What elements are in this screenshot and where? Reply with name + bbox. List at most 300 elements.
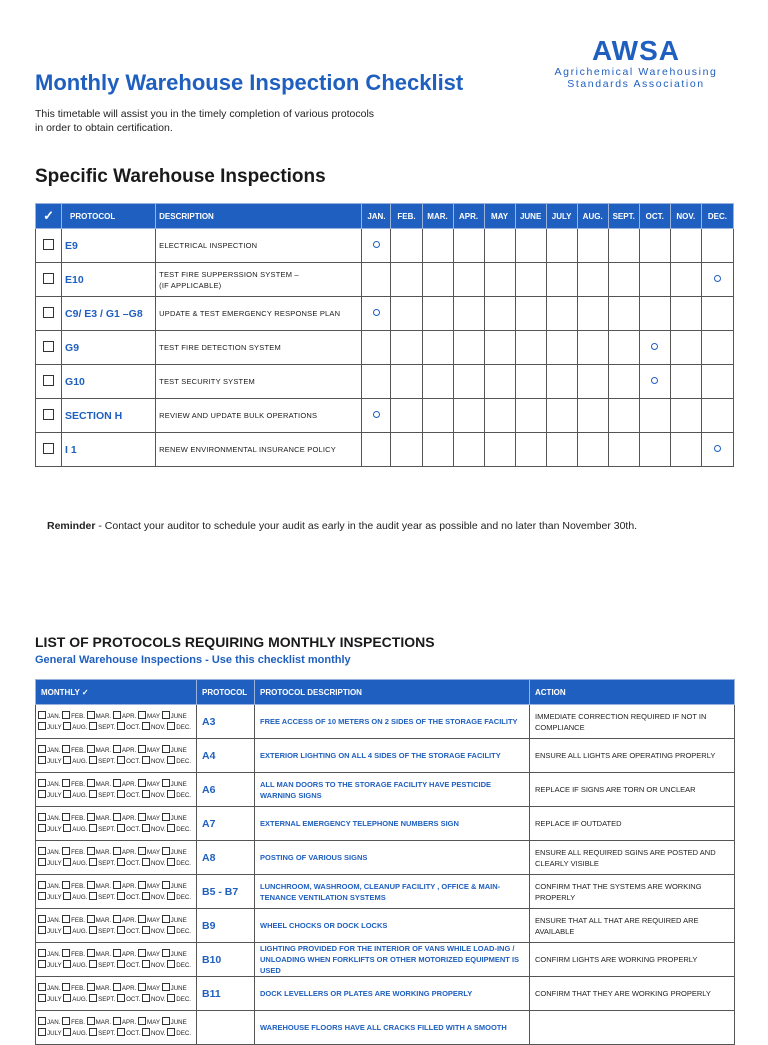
month-checkbox[interactable]: [87, 881, 95, 889]
month-label: AUG.: [72, 859, 88, 867]
month-label: JULY: [47, 723, 62, 731]
month-line-2: [38, 858, 194, 869]
month-cell[interactable]: [639, 229, 670, 263]
month-cell[interactable]: [701, 399, 733, 433]
month-checkbox[interactable]: [117, 858, 125, 866]
month-label: NOV.: [150, 893, 166, 901]
description-line-1: REVIEW AND UPDATE BULK OPERATIONS: [159, 411, 318, 420]
month-label: SEPT.: [98, 893, 116, 901]
month-checkbox[interactable]: [63, 722, 71, 730]
protocol-code: B9: [197, 909, 255, 943]
month-checkbox[interactable]: [89, 960, 97, 968]
protocol-code: I 1: [62, 433, 156, 467]
month-checkbox[interactable]: [117, 1028, 125, 1036]
month-checkbox[interactable]: [142, 858, 150, 866]
month-checkbox[interactable]: [38, 994, 46, 1002]
month-checkbox[interactable]: [113, 983, 121, 991]
monthly-protocol-row: [36, 773, 735, 807]
month-checkbox[interactable]: [89, 722, 97, 730]
month-checkbox[interactable]: [113, 779, 121, 787]
month-checkbox[interactable]: [62, 949, 70, 957]
month-label: MAR.: [95, 746, 112, 754]
month-cell[interactable]: [515, 331, 546, 365]
month-cell[interactable]: [484, 331, 515, 365]
month-cell[interactable]: [701, 331, 733, 365]
month-cell[interactable]: [546, 331, 577, 365]
month-checkbox[interactable]: [38, 915, 46, 923]
month-label: JULY: [47, 995, 62, 1003]
month-cell[interactable]: [484, 297, 515, 331]
month-cell[interactable]: [362, 263, 391, 297]
month-checkbox-cell: [36, 773, 197, 807]
month-cell[interactable]: [515, 399, 546, 433]
month-checkbox[interactable]: [167, 790, 175, 798]
row-checkbox[interactable]: [43, 409, 54, 420]
row-checkbox-cell[interactable]: [36, 365, 62, 399]
month-checkbox[interactable]: [138, 711, 146, 719]
row-checkbox-cell[interactable]: [36, 263, 62, 297]
month-checkbox[interactable]: [162, 983, 170, 991]
month-line-2: [38, 756, 194, 767]
month-cell[interactable]: [577, 229, 608, 263]
month-checkbox[interactable]: [38, 745, 46, 753]
protocol-code: B11: [197, 977, 255, 1011]
month-checkbox[interactable]: [113, 949, 121, 957]
row-checkbox[interactable]: [43, 307, 54, 318]
month-cell[interactable]: [453, 229, 484, 263]
month-checkbox[interactable]: [38, 949, 46, 957]
month-checkbox[interactable]: [117, 994, 125, 1002]
month-cell[interactable]: [608, 297, 639, 331]
month-checkbox[interactable]: [38, 779, 46, 787]
month-checkbox[interactable]: [63, 960, 71, 968]
month-cell[interactable]: [515, 263, 546, 297]
month-checkbox[interactable]: [87, 915, 95, 923]
protocol-description: WAREHOUSE FLOORS HAVE ALL CRACKS FILLED WITH A SMOOTH: [255, 1011, 530, 1045]
month-checkbox[interactable]: [138, 915, 146, 923]
month-cell[interactable]: [608, 263, 639, 297]
month-checkbox[interactable]: [89, 994, 97, 1002]
month-checkbox[interactable]: [167, 756, 175, 764]
month-cell[interactable]: [515, 433, 546, 467]
month-checkbox[interactable]: [89, 824, 97, 832]
month-checkbox[interactable]: [138, 949, 146, 957]
monthly-protocol-row: [36, 739, 735, 773]
month-cell[interactable]: [453, 263, 484, 297]
month-checkbox[interactable]: [167, 960, 175, 968]
month-checkbox[interactable]: [89, 756, 97, 764]
month-cell[interactable]: [453, 433, 484, 467]
month-cell[interactable]: [422, 331, 453, 365]
action-text: IMMEDIATE CORRECTION REQUIRED IF NOT IN COMPLIANCE: [530, 705, 735, 739]
month-cell[interactable]: [670, 433, 701, 467]
month-cell[interactable]: [422, 365, 453, 399]
protocol-code: [197, 1011, 255, 1045]
month-header: NOV.: [670, 204, 701, 229]
row-checkbox-cell[interactable]: [36, 433, 62, 467]
month-label: FEB.: [71, 780, 85, 788]
month-label: NOV.: [150, 1029, 166, 1037]
monthly-inspections-table: [35, 679, 735, 1045]
month-cell[interactable]: [391, 331, 422, 365]
month-checkbox[interactable]: [63, 790, 71, 798]
month-cell[interactable]: [577, 331, 608, 365]
month-cell[interactable]: [453, 331, 484, 365]
month-checkbox[interactable]: [138, 881, 146, 889]
month-cell[interactable]: [546, 399, 577, 433]
month-cell[interactable]: [515, 365, 546, 399]
month-checkbox[interactable]: [38, 881, 46, 889]
month-checkbox[interactable]: [62, 881, 70, 889]
month-checkbox[interactable]: [38, 847, 46, 855]
month-label: FEB.: [71, 746, 85, 754]
month-cell[interactable]: [701, 263, 733, 297]
month-label: NOV.: [150, 757, 166, 765]
month-checkbox[interactable]: [113, 813, 121, 821]
row-checkbox-cell[interactable]: [36, 331, 62, 365]
month-checkbox-cell: [36, 909, 197, 943]
month-label: JUNE: [170, 848, 187, 856]
row-checkbox-cell[interactable]: [36, 229, 62, 263]
month-checkbox[interactable]: [142, 892, 150, 900]
month-checkbox[interactable]: [38, 960, 46, 968]
month-cell[interactable]: [701, 229, 733, 263]
month-label: MAY: [147, 916, 160, 924]
month-checkbox[interactable]: [117, 790, 125, 798]
description-line-1: TEST FIRE DETECTION SYSTEM: [159, 343, 281, 352]
month-checkbox[interactable]: [87, 711, 95, 719]
month-header: SEPT.: [608, 204, 639, 229]
month-cell[interactable]: [639, 297, 670, 331]
month-label: SEPT.: [98, 961, 116, 969]
month-checkbox[interactable]: [62, 847, 70, 855]
month-checkbox[interactable]: [62, 779, 70, 787]
month-cell[interactable]: [546, 263, 577, 297]
monthly-table-header: [36, 680, 735, 705]
month-checkbox[interactable]: [162, 949, 170, 957]
month-checkbox[interactable]: [89, 926, 97, 934]
month-line-1: [38, 745, 194, 756]
month-checkbox[interactable]: [142, 756, 150, 764]
month-checkbox[interactable]: [167, 858, 175, 866]
action-text: CONFIRM THAT THEY ARE WORKING PROPERLY: [530, 977, 735, 1011]
month-cell[interactable]: [670, 399, 701, 433]
month-cell[interactable]: [515, 229, 546, 263]
month-checkbox[interactable]: [89, 790, 97, 798]
month-checkbox[interactable]: [38, 790, 46, 798]
description-line-2: (IF APPLICABLE): [159, 280, 222, 290]
month-label: NOV.: [150, 859, 166, 867]
month-checkbox[interactable]: [167, 722, 175, 730]
month-label: DEC.: [176, 961, 192, 969]
month-cell[interactable]: [453, 365, 484, 399]
month-cell[interactable]: [670, 365, 701, 399]
month-checkbox[interactable]: [89, 858, 97, 866]
month-checkbox[interactable]: [167, 1028, 175, 1036]
month-checkbox[interactable]: [62, 1017, 70, 1025]
month-cell[interactable]: [639, 433, 670, 467]
month-cell[interactable]: [484, 365, 515, 399]
month-label: NOV.: [150, 927, 166, 935]
month-checkbox[interactable]: [138, 847, 146, 855]
month-cell[interactable]: [608, 433, 639, 467]
month-cell[interactable]: [391, 263, 422, 297]
action-text: CONFIRM THAT THE SYSTEMS ARE WORKING PROPERLY: [530, 875, 735, 909]
month-cell[interactable]: [670, 229, 701, 263]
month-checkbox[interactable]: [38, 892, 46, 900]
month-checkbox[interactable]: [142, 994, 150, 1002]
month-checkbox[interactable]: [63, 1028, 71, 1036]
month-checkbox[interactable]: [138, 983, 146, 991]
month-checkbox[interactable]: [63, 824, 71, 832]
description-cell: [156, 263, 362, 297]
month-cell[interactable]: [701, 433, 733, 467]
row-checkbox-cell[interactable]: [36, 399, 62, 433]
month-cell[interactable]: [484, 399, 515, 433]
month-checkbox[interactable]: [113, 847, 121, 855]
month-checkbox[interactable]: [117, 756, 125, 764]
month-cell[interactable]: [608, 399, 639, 433]
month-label: FEB.: [71, 882, 85, 890]
month-checkbox[interactable]: [162, 915, 170, 923]
month-label: OCT.: [126, 893, 141, 901]
month-cell[interactable]: [546, 433, 577, 467]
month-checkbox[interactable]: [38, 722, 46, 730]
month-checkbox[interactable]: [38, 983, 46, 991]
month-checkbox[interactable]: [138, 813, 146, 821]
month-checkbox[interactable]: [142, 1028, 150, 1036]
month-cell[interactable]: [546, 365, 577, 399]
month-cell[interactable]: [577, 365, 608, 399]
month-label: DEC.: [176, 757, 192, 765]
month-line-2: [38, 892, 194, 903]
month-checkbox[interactable]: [162, 779, 170, 787]
month-cell[interactable]: [453, 399, 484, 433]
monthly-column-header: MONTHLY ✓: [36, 680, 197, 705]
month-checkbox[interactable]: [87, 1017, 95, 1025]
month-header: MAY: [484, 204, 515, 229]
month-cell[interactable]: [422, 229, 453, 263]
month-checkbox[interactable]: [62, 915, 70, 923]
month-checkbox[interactable]: [87, 983, 95, 991]
month-cell[interactable]: [362, 229, 391, 263]
month-checkbox[interactable]: [38, 756, 46, 764]
month-cell[interactable]: [391, 433, 422, 467]
row-checkbox[interactable]: [43, 341, 54, 352]
month-checkbox[interactable]: [113, 881, 121, 889]
month-cell[interactable]: [670, 331, 701, 365]
month-checkbox[interactable]: [87, 949, 95, 957]
month-checkbox[interactable]: [38, 1017, 46, 1025]
month-label: FEB.: [71, 984, 85, 992]
month-checkbox[interactable]: [167, 892, 175, 900]
month-checkbox[interactable]: [87, 745, 95, 753]
month-label: FEB.: [71, 950, 85, 958]
month-cell[interactable]: [362, 399, 391, 433]
month-checkbox[interactable]: [162, 881, 170, 889]
month-checkbox[interactable]: [138, 779, 146, 787]
month-cell[interactable]: [577, 263, 608, 297]
action-text: ENSURE THAT ALL THAT ARE REQUIRED ARE AVAILABLE: [530, 909, 735, 943]
month-label: JAN.: [47, 1018, 61, 1026]
month-line-2: [38, 824, 194, 835]
description-line-1: ELECTRICAL INSPECTION: [159, 241, 258, 250]
month-cell[interactable]: [484, 433, 515, 467]
month-cell[interactable]: [639, 365, 670, 399]
month-checkbox[interactable]: [113, 745, 121, 753]
month-cell[interactable]: [422, 297, 453, 331]
month-cell[interactable]: [515, 297, 546, 331]
month-checkbox[interactable]: [117, 824, 125, 832]
month-checkbox[interactable]: [113, 915, 121, 923]
month-cell[interactable]: [484, 263, 515, 297]
month-label: AUG.: [72, 757, 88, 765]
month-checkbox[interactable]: [162, 813, 170, 821]
month-label: JULY: [47, 757, 62, 765]
month-checkbox[interactable]: [38, 926, 46, 934]
month-checkbox[interactable]: [117, 926, 125, 934]
month-checkbox[interactable]: [89, 1028, 97, 1036]
month-cell[interactable]: [362, 331, 391, 365]
month-cell[interactable]: [639, 263, 670, 297]
month-label: JULY: [47, 825, 62, 833]
month-label: OCT.: [126, 791, 141, 799]
month-checkbox[interactable]: [62, 813, 70, 821]
month-checkbox[interactable]: [138, 1017, 146, 1025]
month-checkbox[interactable]: [62, 745, 70, 753]
month-cell[interactable]: [391, 229, 422, 263]
month-checkbox[interactable]: [87, 813, 95, 821]
month-label: JUNE: [170, 814, 187, 822]
month-line-2: [38, 790, 194, 801]
month-cell[interactable]: [391, 365, 422, 399]
month-checkbox-cell: [36, 977, 197, 1011]
description-cell: [156, 331, 362, 365]
month-checkbox[interactable]: [62, 711, 70, 719]
month-cell[interactable]: [453, 297, 484, 331]
description-cell: [156, 297, 362, 331]
month-cell[interactable]: [546, 229, 577, 263]
month-checkbox[interactable]: [87, 847, 95, 855]
row-checkbox-cell[interactable]: [36, 297, 62, 331]
month-cell[interactable]: [608, 365, 639, 399]
month-checkbox[interactable]: [63, 858, 71, 866]
month-checkbox[interactable]: [62, 983, 70, 991]
month-cell[interactable]: [577, 433, 608, 467]
month-label: JAN.: [47, 848, 61, 856]
month-checkbox[interactable]: [117, 960, 125, 968]
month-checkbox[interactable]: [167, 926, 175, 934]
month-checkbox[interactable]: [117, 892, 125, 900]
month-checkbox[interactable]: [113, 1017, 121, 1025]
month-checkbox[interactable]: [142, 722, 150, 730]
month-checkbox[interactable]: [167, 824, 175, 832]
month-checkbox[interactable]: [63, 756, 71, 764]
month-cell[interactable]: [670, 263, 701, 297]
month-cell[interactable]: [577, 399, 608, 433]
month-header: DEC.: [701, 204, 733, 229]
month-checkbox[interactable]: [63, 994, 71, 1002]
month-checkbox[interactable]: [38, 813, 46, 821]
month-header: JAN.: [362, 204, 391, 229]
month-cell[interactable]: [577, 297, 608, 331]
month-cell[interactable]: [608, 229, 639, 263]
month-cell[interactable]: [362, 433, 391, 467]
month-checkbox[interactable]: [142, 926, 150, 934]
month-label: APR.: [121, 950, 137, 958]
row-checkbox[interactable]: [43, 443, 54, 454]
month-checkbox[interactable]: [38, 1028, 46, 1036]
month-cell[interactable]: [484, 229, 515, 263]
month-cell[interactable]: [639, 399, 670, 433]
month-cell[interactable]: [422, 433, 453, 467]
protocol-description-column-header: PROTOCOL DESCRIPTION: [255, 680, 530, 705]
month-checkbox[interactable]: [162, 1017, 170, 1025]
protocol-description: EXTERNAL EMERGENCY TELEPHONE NUMBERS SIGN: [255, 807, 530, 841]
monthly-protocol-row: [36, 875, 735, 909]
month-checkbox[interactable]: [142, 790, 150, 798]
row-checkbox[interactable]: [43, 273, 54, 284]
month-label: DEC.: [176, 859, 192, 867]
month-checkbox[interactable]: [142, 824, 150, 832]
month-cell[interactable]: [546, 297, 577, 331]
month-checkbox[interactable]: [167, 994, 175, 1002]
month-label: OCT.: [126, 723, 141, 731]
month-checkbox[interactable]: [63, 892, 71, 900]
month-checkbox[interactable]: [89, 892, 97, 900]
month-checkbox[interactable]: [142, 960, 150, 968]
month-cell[interactable]: [608, 331, 639, 365]
month-checkbox[interactable]: [117, 722, 125, 730]
month-header: JULY: [546, 204, 577, 229]
month-checkbox[interactable]: [63, 926, 71, 934]
month-label: JAN.: [47, 916, 61, 924]
row-checkbox[interactable]: [43, 239, 54, 250]
month-checkbox[interactable]: [162, 847, 170, 855]
month-label: AUG.: [72, 723, 88, 731]
month-checkbox[interactable]: [162, 745, 170, 753]
month-checkbox-cell: [36, 739, 197, 773]
month-cell[interactable]: [639, 331, 670, 365]
month-cell[interactable]: [391, 297, 422, 331]
month-label: OCT.: [126, 825, 141, 833]
month-cell[interactable]: [391, 399, 422, 433]
month-label: MAR.: [95, 950, 112, 958]
month-checkbox[interactable]: [138, 745, 146, 753]
month-cell[interactable]: [422, 399, 453, 433]
month-checkbox[interactable]: [38, 711, 46, 719]
month-cell[interactable]: [701, 297, 733, 331]
month-checkbox[interactable]: [162, 711, 170, 719]
description-cell: [156, 365, 362, 399]
month-checkbox[interactable]: [113, 711, 121, 719]
month-label: JUNE: [170, 916, 187, 924]
logo-mark: AWSA: [592, 35, 680, 66]
month-label: MAR.: [95, 984, 112, 992]
month-cell[interactable]: [670, 297, 701, 331]
month-cell[interactable]: [422, 263, 453, 297]
month-label: MAY: [147, 882, 160, 890]
month-cell[interactable]: [701, 365, 733, 399]
month-cell[interactable]: [362, 297, 391, 331]
month-checkbox[interactable]: [38, 824, 46, 832]
row-checkbox[interactable]: [43, 375, 54, 386]
month-label: DEC.: [176, 825, 192, 833]
month-checkbox[interactable]: [87, 779, 95, 787]
month-label: SEPT.: [98, 1029, 116, 1037]
month-cell[interactable]: [362, 365, 391, 399]
month-checkbox[interactable]: [38, 858, 46, 866]
